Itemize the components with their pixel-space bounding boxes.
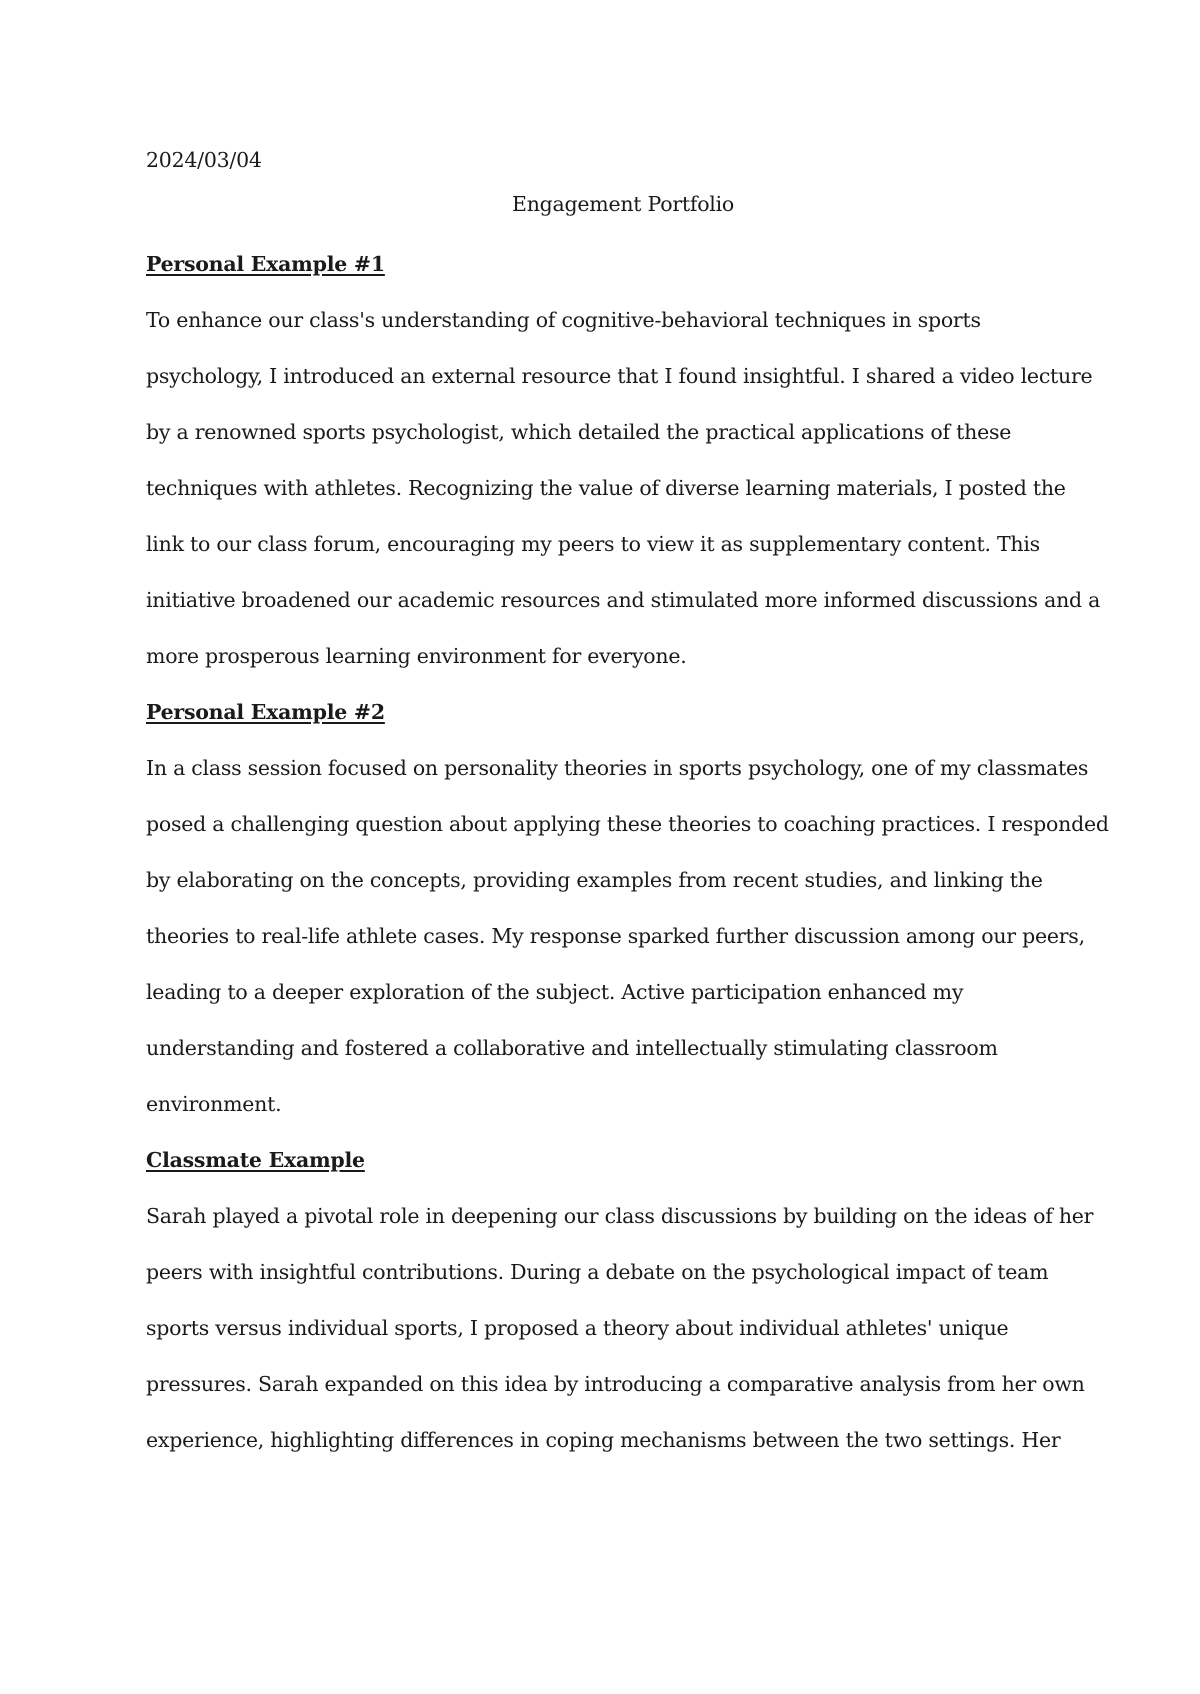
document-date: 2024/03/04 — [146, 148, 262, 172]
paragraph-line: by elaborating on the concepts, providing examples from recent studies, and linking the — [146, 868, 1043, 892]
document-body — [146, 148, 1109, 1468]
paragraph-line: leading to a deeper exploration of the subject. Active participation enhanced my — [146, 980, 964, 1004]
section-heading: Personal Example #1 — [146, 252, 385, 276]
section-heading: Classmate Example — [146, 1148, 365, 1172]
paragraph-line: by a renowned sports psychologist, which detailed the practical applications of these — [146, 420, 1012, 444]
section-personal-example-1 — [146, 236, 1101, 684]
paragraph-line: In a class session focused on personality theories in sports psychology, one of my classmates — [146, 756, 1089, 780]
paragraph-line: To enhance our class's understanding of cognitive-behavioral techniques in sports — [146, 308, 981, 332]
paragraph-line: environment. — [146, 1092, 282, 1116]
paragraph-line: peers with insightful contributions. During a debate on the psychological impact of team — [146, 1260, 1049, 1284]
section-personal-example-2 — [146, 684, 1109, 1132]
paragraph-line: more prosperous learning environment for everyone. — [146, 644, 687, 668]
paragraph-line: link to our class forum, encouraging my peers to view it as supplementary content. This — [146, 532, 1040, 556]
paragraph-line: posed a challenging question about applying these theories to coaching practices. I responded — [146, 812, 1109, 836]
paragraph-line: experience, highlighting differences in coping mechanisms between the two settings. Her — [146, 1428, 1061, 1452]
paragraph-line: pressures. Sarah expanded on this idea by introducing a comparative analysis from her own — [146, 1372, 1085, 1396]
paragraph-line: initiative broadened our academic resources and stimulated more informed discussions and a — [146, 588, 1101, 612]
paragraph-line: Sarah played a pivotal role in deepening our class discussions by building on the ideas of her — [146, 1204, 1094, 1228]
paragraph-line: sports versus individual sports, I proposed a theory about individual athletes' unique — [146, 1316, 1009, 1340]
document-title: Engagement Portfolio — [511, 192, 735, 216]
paragraph-line: understanding and fostered a collaborative and intellectually stimulating classroom — [146, 1036, 998, 1060]
paragraph-line: theories to real-life athlete cases. My response sparked further discussion among our peers, — [146, 924, 1085, 948]
section-heading: Personal Example #2 — [146, 700, 385, 724]
paragraph-line: techniques with athletes. Recognizing the value of diverse learning materials, I posted the — [146, 476, 1066, 500]
section-classmate-example — [146, 1132, 1094, 1468]
paragraph-line: psychology, I introduced an external resource that I found insightful. I shared a video lecture — [146, 364, 1093, 388]
